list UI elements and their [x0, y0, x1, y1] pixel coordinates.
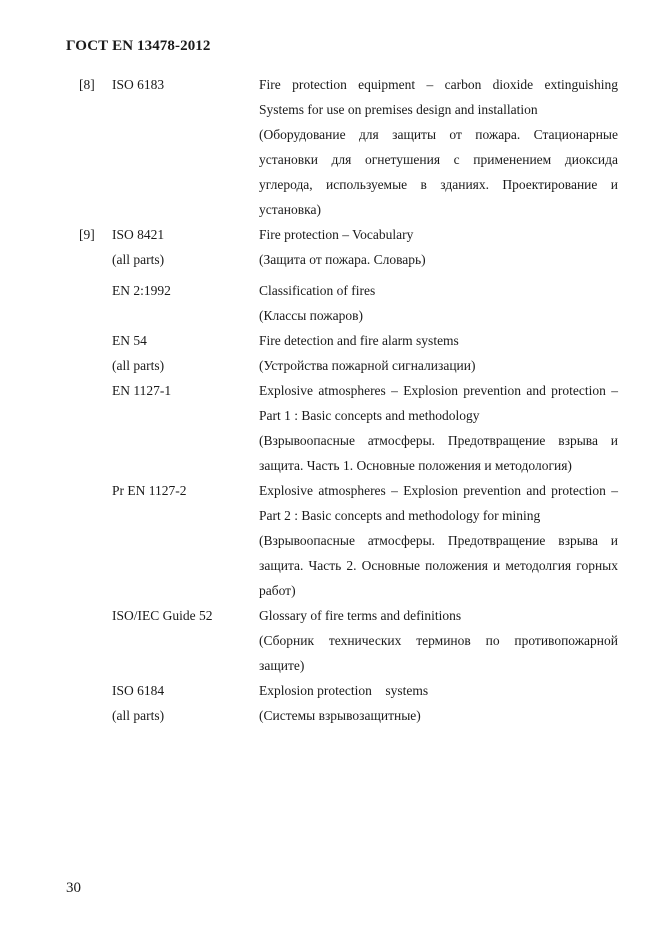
code-line: ISO 6183	[112, 77, 165, 92]
russian-title: (Классы пожаров)	[259, 308, 363, 323]
reference-number: [8]	[79, 77, 95, 92]
code-line: Pr EN 1127-2	[112, 483, 187, 498]
bibliography-list	[0, 72, 661, 728]
reference-entry	[0, 378, 661, 478]
code-line: ISO 6184	[112, 683, 165, 698]
code-line: EN 54	[112, 333, 147, 348]
reference-code	[112, 378, 171, 403]
code-line: (all parts)	[112, 708, 165, 723]
russian-title: (Взрывоопасные атмосферы. Предотвращение взрыва и защита. Часть 1. Основные положения и методология)	[259, 433, 618, 473]
russian-title: (Защита от пожара. Словарь)	[259, 252, 426, 267]
russian-title: (Системы взрывозащитные)	[259, 708, 421, 723]
reference-code	[112, 328, 164, 378]
document-header: ГОСТ EN 13478-2012	[66, 38, 211, 54]
english-title: Classification of fires	[259, 283, 376, 298]
reference-code	[112, 72, 164, 97]
reference-entry	[0, 222, 661, 272]
reference-text	[259, 222, 618, 272]
reference-number: [9]	[79, 227, 95, 242]
reference-entry	[0, 72, 661, 222]
russian-title: (Взрывоопасные атмосферы. Предотвращение взрыва и защита. Часть 2. Основные положения и методолгия горных работ)	[259, 533, 618, 598]
code-line: (all parts)	[112, 252, 165, 267]
russian-title: (Устройства пожарной сигнализации)	[259, 358, 476, 373]
reference-code	[112, 603, 213, 628]
reference-text	[259, 72, 618, 222]
reference-code	[112, 278, 171, 303]
code-line: EN 1127-1	[112, 383, 172, 398]
page-number: 30	[66, 880, 81, 896]
reference-entry	[0, 478, 661, 603]
reference-text	[259, 378, 618, 478]
reference-text	[259, 328, 618, 378]
reference-code	[112, 678, 164, 728]
english-title: Fire detection and fire alarm systems	[259, 333, 459, 348]
reference-text	[259, 678, 618, 728]
reference-entry	[0, 328, 661, 378]
code-line: (all parts)	[112, 358, 165, 373]
reference-text	[259, 278, 618, 328]
code-line: ISO 8421	[112, 227, 165, 242]
reference-code	[112, 222, 164, 272]
code-line: ISO/IEC Guide 52	[112, 608, 213, 623]
reference-entry	[0, 278, 661, 328]
english-title: Fire protection equipment – carbon dioxide extinguishing Systems for use on premises design and installation	[259, 77, 618, 117]
english-title: Explosive atmospheres – Explosion prevention and protection – Part 2 : Basic concepts and methodology for mining	[259, 483, 618, 523]
english-title: Explosion protection systems	[259, 683, 429, 698]
english-title: Explosive atmospheres – Explosion prevention and protection – Part 1 : Basic concepts and methodology	[259, 383, 618, 423]
russian-title: (Оборудование для защиты от пожара. Стационарные установки для огнетушения с применением диоксида углерода, используемые в зданиях. Проектирование и установка)	[259, 127, 618, 217]
russian-title: (Сборник технических терминов по противопожарной защите)	[259, 633, 618, 673]
english-title: Fire protection – Vocabulary	[259, 227, 414, 242]
english-title: Glossary of fire terms and definitions	[259, 608, 462, 623]
code-line: EN 2:1992	[112, 283, 171, 298]
reference-entry	[0, 678, 661, 728]
reference-text	[259, 478, 618, 603]
reference-text	[259, 603, 618, 678]
reference-entry	[0, 603, 661, 678]
reference-code	[112, 478, 187, 503]
